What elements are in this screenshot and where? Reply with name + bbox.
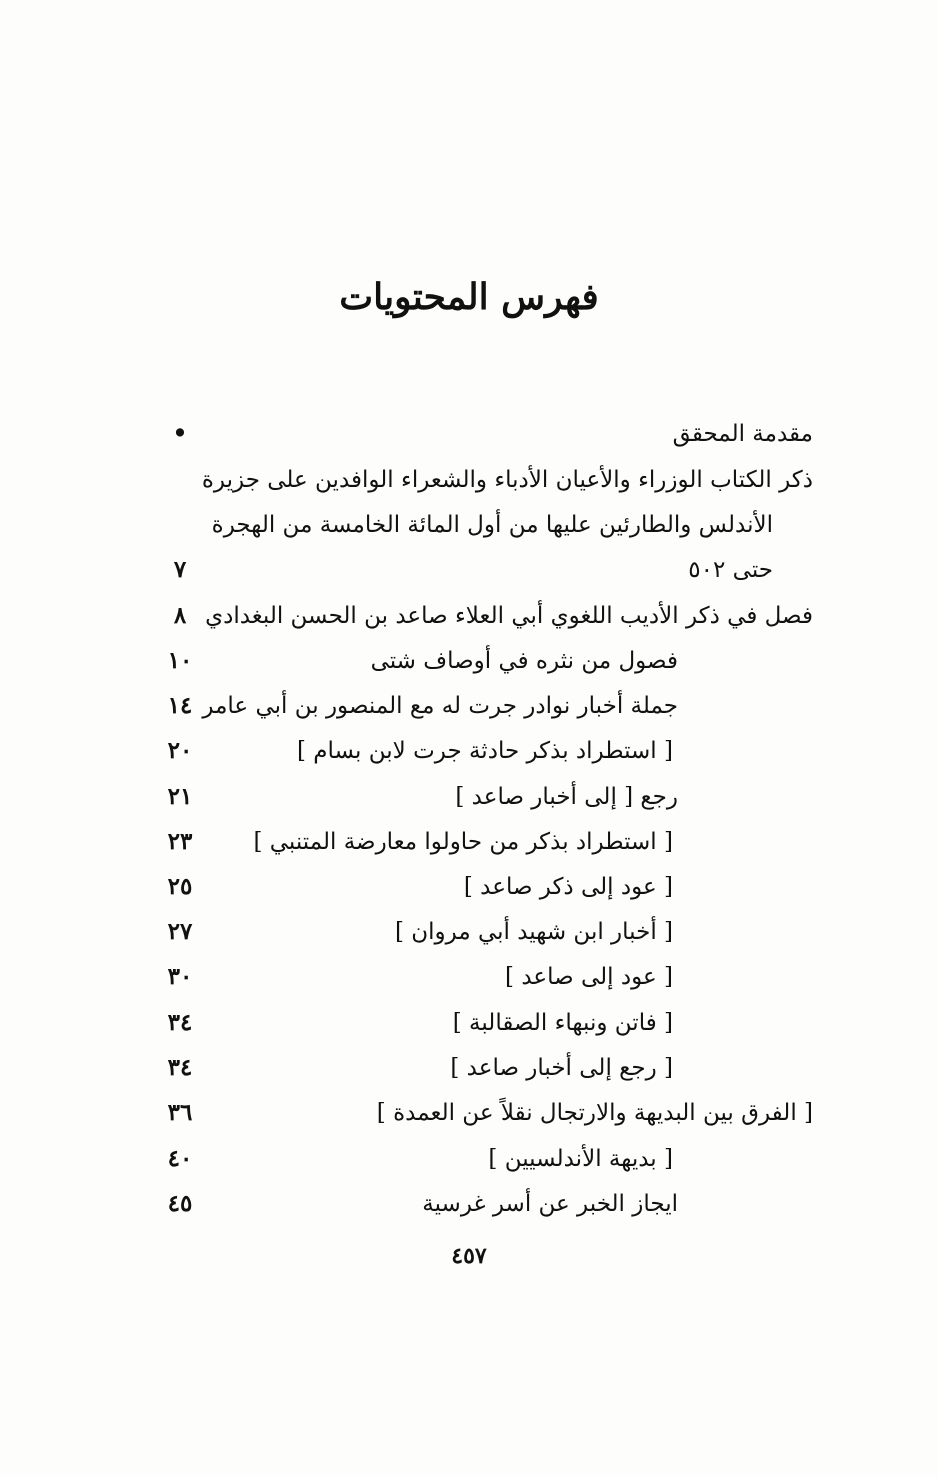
toc-entry-page: ٣٦ <box>167 1099 193 1126</box>
toc-entry-title: [ الفرق بين البديهة والارتجال نقلاً عن العمدة ] <box>376 1100 813 1126</box>
toc-row <box>0 641 938 681</box>
toc-entry-title: [ فاتن ونبهاء الصقالبة ] <box>452 1010 673 1036</box>
toc-row <box>0 505 938 545</box>
toc-entry-page: ٢٠ <box>167 737 193 764</box>
toc-row <box>0 731 938 771</box>
toc-entry-title: فصل في ذكر الأديب اللغوي أبي العلاء صاعد بن الحسن البغدادي <box>205 603 813 629</box>
toc-entry-title: [ رجع إلى أخبار صاعد ] <box>450 1055 673 1081</box>
toc-row <box>0 596 938 636</box>
toc-entry-title: [ بديهة الأندلسيين ] <box>488 1146 673 1172</box>
toc-row <box>0 550 938 590</box>
toc-entry-title: فصول من نثره في أوصاف شتى <box>370 648 678 674</box>
toc-entry-title: حتى ٥٠٢ <box>688 557 773 583</box>
toc-entry-title: [ عود إلى صاعد ] <box>505 964 673 990</box>
toc-row <box>0 957 938 997</box>
toc-row <box>0 1003 938 1043</box>
toc-entry-page: ١٠ <box>167 647 193 674</box>
toc-entry-page: ٣٤ <box>167 1054 193 1081</box>
toc-row <box>0 777 938 817</box>
toc-entry-title: رجع [ إلى أخبار صاعد ] <box>455 784 678 810</box>
toc-row <box>0 1184 938 1224</box>
page-number: ٤٥٧ <box>451 1243 487 1269</box>
toc-row <box>0 686 938 726</box>
toc-entry-page: ٢٥ <box>167 873 193 900</box>
toc-entry-title: مقدمة المحقق <box>672 421 813 447</box>
toc-entry-page: ٨ <box>173 602 187 629</box>
toc-row <box>0 460 938 500</box>
page-title: فهرس المحتويات <box>339 276 599 318</box>
toc-row <box>0 414 938 454</box>
toc-entry-page: ٣٤ <box>167 1009 193 1036</box>
toc-entry-title: الأندلس والطارئين عليها من أول المائة الخامسة من الهجرة <box>211 512 773 538</box>
toc-entry-title: [ أخبار ابن شهيد أبي مروان ] <box>394 919 673 945</box>
toc-entry-title: ايجاز الخبر عن أسر غرسية <box>422 1191 678 1217</box>
toc-entry-title: [ عود إلى ذكر صاعد ] <box>463 874 673 900</box>
toc-entry-page: ٤٠ <box>167 1145 193 1172</box>
toc-row <box>0 1048 938 1088</box>
toc-entry-page: ٧ <box>173 556 187 583</box>
toc-entry-page: ٢١ <box>167 783 193 810</box>
toc-row <box>0 822 938 862</box>
toc-entry-page: ١٤ <box>167 692 193 719</box>
toc-entry-page: ٢٧ <box>167 918 193 945</box>
toc-entry-title: جملة أخبار نوادر جرت له مع المنصور بن أبي عامر <box>202 693 678 719</box>
toc-entry-page: • <box>172 420 188 447</box>
toc-row <box>0 1139 938 1179</box>
toc-row <box>0 912 938 952</box>
toc-entry-title: ذكر الكتاب الوزراء والأعيان الأدباء والشعراء الوافدين على جزيرة <box>201 467 813 493</box>
toc-entry-title: [ استطراد بذكر حادثة جرت لابن بسام ] <box>297 738 673 764</box>
toc-entry-page: ٤٥ <box>167 1190 193 1217</box>
toc-row <box>0 867 938 907</box>
toc-entry-title: [ استطراد بذكر من حاولوا معارضة المتنبي ] <box>253 829 673 855</box>
toc-entry-page: ٢٣ <box>167 828 193 855</box>
toc-row <box>0 1093 938 1133</box>
toc-entry-page: ٣٠ <box>167 963 193 990</box>
